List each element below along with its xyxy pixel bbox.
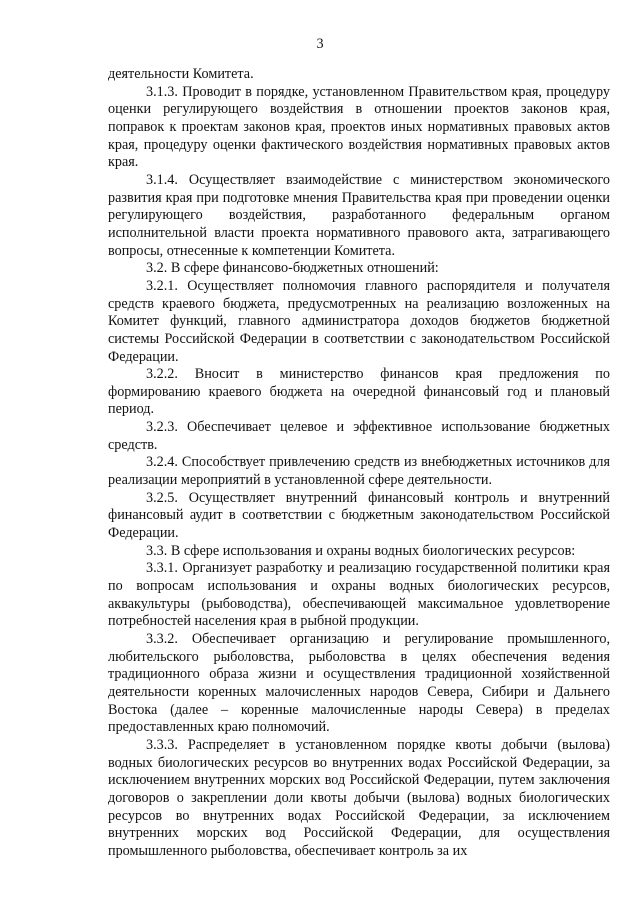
paragraph-3-2-3: 3.2.3. Обеспечивает целевое и эффективное использование бюджетных средств.	[108, 419, 610, 453]
page-number: 3	[316, 36, 324, 52]
paragraph-3-3-3: 3.3.3. Распределяет в установленном порядке квоты добычи (вылова) водных биологических ресурсов во внутренних водах Российской Федерации, за исключением внутренних морских вод Российской Федерации, путем заключения договоров о закреплении доли квоты добычи (вылова) водных биологических ресурсов во внутренних водах Российской Федерации, за исключением внутренних морских вод Российской Федерации, для осуществления промышленного рыболовства, обеспечивает контроль за их	[108, 736, 610, 859]
paragraph-continuation: деятельности Комитета.	[108, 66, 254, 82]
paragraph-3-2-4: 3.2.4. Способствует привлечению средств из внебюджетных источников для реализации мероприятий в установленной сфере деятельности.	[108, 454, 610, 489]
paragraph-3-1-4: 3.1.4. Осуществляет взаимодействие с министерством экономического развития края при подготовке мнения Правительства края при проведении оценки регулирующего воздействия, разработанного федеральным органом исполнительной власти проекта нормативного правового акта, затрагивающего вопросы, отнесенные к компетенции Комитета.	[108, 171, 610, 259]
paragraph-3-2-1: 3.2.1. Осуществляет полномочия главного распорядителя и получателя средств краевого бюджета, предусмотренных на реализацию возложенных на Комитет функций, главного администратора доходов бюджетов бюджетной системы Российской Федерации в соответствии с законодательством Российской Федерации.	[108, 277, 610, 365]
paragraph-3-1-3: 3.1.3. Проводит в порядке, установленном Правительством края, процедуру оценки регулирующего воздействия в отношении проектов законов края, поправок к проектам законов края, проектов иных нормативных правовых актов края, процедуру оценки фактического воздействия нормативных правовых актов края.	[108, 83, 610, 171]
paragraph-3-3-1: 3.3.1. Организует разработку и реализацию государственной политики края по вопросам использования и охраны водных биологических ресурсов, аквакультуры (рыбоводства), обеспечивающей максимальное удовлетворение потребностей населения края в рыбной продукции.	[108, 560, 610, 630]
paragraph-3-2-5: 3.2.5. Осуществляет внутренний финансовый контроль и внутренний финансовый аудит в соответствии с бюджетным законодательством Российской Федерации.	[108, 489, 610, 542]
document-body	[108, 66, 610, 861]
section-heading-3-2: 3.2. В сфере финансово-бюджетных отношений:	[146, 260, 439, 277]
section-heading-3-3: 3.3. В сфере использования и охраны водных биологических ресурсов:	[146, 542, 576, 559]
paragraph-3-3-2: 3.3.2. Обеспечивает организацию и регулирование промышленного, любительского рыболовства, рыболовства в целях обеспечения ведения традиционного образа жизни и осуществления традиционной хозяйственной деятельности коренных малочисленных народов Севера, Сибири и Дальнего Востока (далее – коренные малочисленные народы Севера) в пределах предоставленных краю полномочий.	[108, 631, 610, 736]
paragraph-3-2-2: 3.2.2. Вносит в министерство финансов края предложения по формированию краевого бюджета на очередной финансовый год и плановый период.	[108, 366, 610, 418]
